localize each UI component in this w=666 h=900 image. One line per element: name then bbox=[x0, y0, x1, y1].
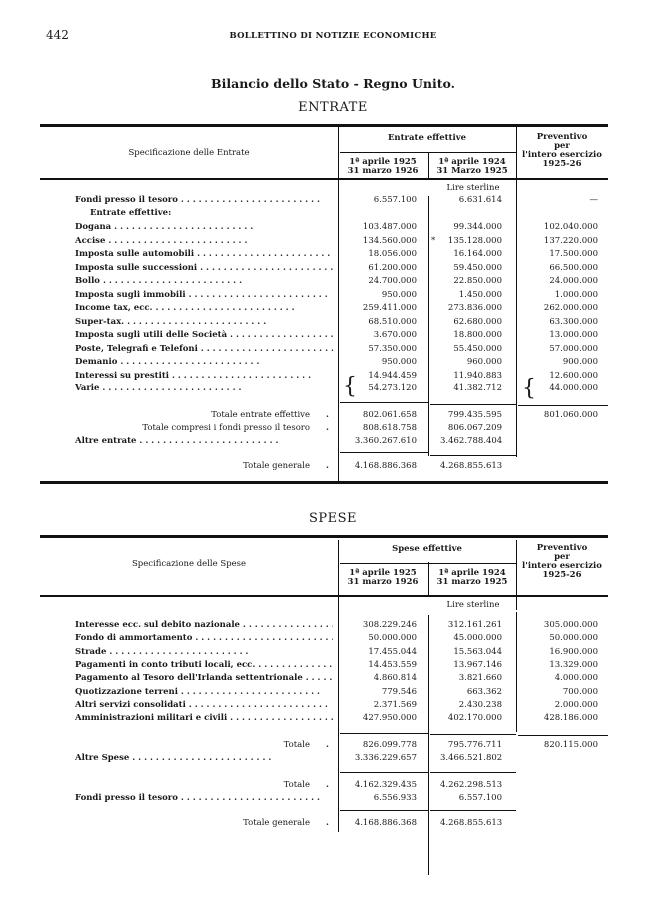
horizontal-rule bbox=[430, 404, 516, 405]
column-header-preventivo-line: Preventivo bbox=[536, 132, 588, 142]
unit-label: Lire sterline bbox=[446, 183, 500, 193]
value-current-period: 802.061.658 bbox=[362, 410, 417, 420]
value-previous-period: 2.430.238 bbox=[458, 699, 502, 710]
column-header-group: Spese effettive bbox=[392, 544, 462, 554]
row-label: Totale generale bbox=[243, 818, 310, 828]
value-preventivo: 137.220.000 bbox=[543, 235, 598, 246]
value-preventivo: 44.000.000 bbox=[549, 383, 598, 393]
value-current-period: 259.411.000 bbox=[362, 303, 417, 313]
value-preventivo: 13.329.000 bbox=[549, 659, 598, 670]
grand-total-row bbox=[0, 817, 666, 830]
table-row bbox=[0, 289, 666, 302]
row-label: Amministrazioni militari e civili . . bbox=[75, 712, 333, 725]
table-row bbox=[0, 792, 666, 805]
value-current-period: 50.000.000 bbox=[368, 633, 417, 644]
table-row bbox=[0, 712, 666, 725]
row-label: Fondi presso il tesoro . . bbox=[75, 792, 333, 805]
value-preventivo: 820.115.000 bbox=[543, 740, 598, 750]
value-current-period: 4.168.886.368 bbox=[354, 818, 417, 828]
row-label: Imposta sulle successioni . . bbox=[75, 262, 333, 275]
horizontal-rule bbox=[340, 452, 428, 453]
unit-label: Lire sterline bbox=[446, 600, 500, 610]
value-preventivo: 801.060.000 bbox=[543, 410, 598, 420]
table-row bbox=[0, 356, 666, 369]
horizontal-rule bbox=[340, 402, 428, 403]
vertical-rule bbox=[428, 152, 429, 178]
vertical-rule bbox=[516, 540, 517, 610]
value-current-period: 61.200.000 bbox=[368, 262, 417, 273]
value-previous-period: 135.128.000 bbox=[447, 235, 502, 246]
value-previous-period: 3.466.521.802 bbox=[440, 753, 503, 763]
value-current-period: 826.099.778 bbox=[362, 740, 417, 750]
column-header-period-1-line: 1ª aprile 1925 bbox=[349, 568, 417, 578]
value-preventivo: 2.000.000 bbox=[554, 699, 598, 710]
entrate-section-title: ENTRATE bbox=[298, 100, 368, 115]
row-label: Quotizzazione terreni . . bbox=[75, 686, 333, 699]
subheading-label: Entrate effettive: bbox=[90, 208, 172, 218]
value-preventivo: 24.000.000 bbox=[549, 276, 598, 286]
row-label: Interessi su prestiti . . bbox=[75, 370, 333, 383]
value-current-period: 6.556.933 bbox=[373, 793, 417, 803]
column-header-preventivo-line: l'intero esercizio bbox=[522, 150, 602, 160]
value-previous-period: 99.344.000 bbox=[453, 222, 502, 232]
table-row bbox=[0, 329, 666, 342]
column-header-preventivo-line: Preventivo bbox=[536, 543, 588, 553]
row-label: Poste, Telegrafi e Telefoni . . bbox=[75, 343, 333, 356]
value-preventivo: 1.000.000 bbox=[554, 289, 598, 300]
row-label: Fondi presso il tesoro . . bbox=[75, 194, 333, 207]
horizontal-rule bbox=[340, 810, 428, 811]
row-label: Strade . . bbox=[75, 646, 333, 659]
value-previous-period: 960.000 bbox=[466, 357, 502, 367]
value-previous-period: 402.170.000 bbox=[447, 713, 502, 724]
dot-leader: . bbox=[326, 740, 329, 750]
value-previous-period: 1.450.000 bbox=[458, 289, 502, 300]
value-current-period: 308.229.246 bbox=[362, 620, 417, 630]
row-label: Fondo di ammortamento . . bbox=[75, 632, 333, 645]
row-label: Imposta sulle automobili . . bbox=[75, 248, 333, 261]
dot-leader: . bbox=[326, 461, 329, 471]
value-preventivo: 50.000.000 bbox=[549, 633, 598, 644]
value-preventivo: 13.000.000 bbox=[549, 330, 598, 340]
value-previous-period: 663.362 bbox=[466, 686, 502, 697]
value-previous-period: 4.262.298.513 bbox=[440, 780, 503, 790]
value-current-period: 6.557.100 bbox=[373, 195, 417, 205]
value-current-period: 24.700.000 bbox=[368, 276, 417, 286]
dot-leader: . bbox=[326, 423, 329, 433]
value-previous-period: 16.164.000 bbox=[453, 249, 502, 259]
value-preventivo: 900.000 bbox=[562, 357, 598, 367]
horizontal-rule bbox=[40, 124, 608, 127]
table-row bbox=[0, 619, 666, 632]
row-label: Totale compresi i fondi presso il tesoro bbox=[142, 423, 310, 433]
value-previous-period: 41.382.712 bbox=[453, 383, 502, 393]
footnote-mark: * bbox=[431, 235, 436, 246]
value-previous-period: 4.268.855.613 bbox=[440, 461, 503, 471]
row-label: Imposta sugli immobili . . bbox=[75, 289, 333, 302]
row-label: Altre entrate . . bbox=[75, 435, 333, 448]
row-label: Income tax, ecc. . . bbox=[75, 302, 333, 315]
value-current-period: 134.560.000 bbox=[362, 235, 417, 246]
value-previous-period: 795.776.711 bbox=[447, 740, 502, 750]
value-current-period: 4.168.886.368 bbox=[354, 461, 417, 471]
horizontal-rule bbox=[40, 481, 608, 484]
value-previous-period: 18.800.000 bbox=[453, 330, 502, 340]
value-previous-period: 62.680.000 bbox=[453, 316, 502, 327]
total-row bbox=[0, 422, 666, 435]
column-header-period-1-line: 31 marzo 1926 bbox=[347, 166, 419, 176]
total-row bbox=[0, 739, 666, 752]
table-row bbox=[0, 343, 666, 356]
dot-leader: . bbox=[326, 410, 329, 420]
value-previous-period: 4.268.855.613 bbox=[440, 818, 503, 828]
row-label: Super-tax. . . bbox=[75, 316, 333, 329]
table-row bbox=[0, 435, 666, 448]
value-current-period: 103.487.000 bbox=[362, 222, 417, 232]
horizontal-rule bbox=[340, 733, 428, 734]
value-current-period: 779.546 bbox=[381, 686, 417, 697]
value-previous-period: 55.450.000 bbox=[453, 343, 502, 354]
value-previous-period: 799.435.595 bbox=[447, 410, 502, 420]
running-title: BOLLETTINO DI NOTIZIE ECONOMICHE bbox=[229, 31, 437, 41]
value-previous-period: 22.850.000 bbox=[453, 276, 502, 286]
value-preventivo: 17.500.000 bbox=[549, 249, 598, 259]
column-header-specification: Specificazione delle Spese bbox=[131, 559, 247, 569]
value-preventivo: 305.000.000 bbox=[543, 620, 598, 630]
table-row bbox=[0, 316, 666, 329]
row-label: Demanio . . bbox=[75, 356, 333, 369]
column-header-period-2-line: 1ª aprile 1924 bbox=[438, 157, 506, 167]
value-preventivo: 428.186.000 bbox=[543, 713, 598, 724]
row-label: Interesse ecc. sul debito nazionale . . bbox=[75, 619, 333, 632]
value-preventivo: 12.600.000 bbox=[549, 370, 598, 381]
row-label: Altre Spese . . bbox=[75, 752, 333, 765]
row-label: Altri servizi consolidati . . bbox=[75, 699, 333, 712]
value-previous-period: 6.557.100 bbox=[458, 793, 502, 803]
value-previous-period: 273.836.000 bbox=[447, 303, 502, 313]
row-label: Imposta sugli utili delle Società . . bbox=[75, 329, 333, 342]
grand-total-row bbox=[0, 460, 666, 473]
left-brace-icon: { bbox=[343, 374, 357, 399]
table-row bbox=[0, 752, 666, 765]
dot-leader: . bbox=[326, 780, 329, 790]
table-row bbox=[0, 699, 666, 712]
value-previous-period: 13.967.146 bbox=[453, 659, 502, 670]
value-current-period: 54.273.120 bbox=[368, 383, 417, 393]
value-current-period: 14.944.459 bbox=[368, 370, 417, 381]
table-row bbox=[0, 248, 666, 261]
table-row bbox=[0, 221, 666, 234]
horizontal-rule bbox=[430, 734, 516, 735]
table-row bbox=[0, 686, 666, 699]
value-current-period: 68.510.000 bbox=[368, 316, 417, 327]
table-row bbox=[0, 262, 666, 275]
value-preventivo: 63.300.000 bbox=[549, 316, 598, 327]
value-current-period: 18.056.000 bbox=[368, 249, 417, 259]
horizontal-rule bbox=[430, 810, 516, 811]
horizontal-rule bbox=[430, 772, 516, 773]
horizontal-rule bbox=[430, 455, 516, 456]
horizontal-rule bbox=[40, 595, 608, 597]
column-header-specification: Specificazione delle Entrate bbox=[128, 148, 250, 158]
value-previous-period: 59.450.000 bbox=[453, 262, 502, 273]
column-header-group: Entrate effettive bbox=[387, 133, 467, 143]
row-label: Pagamento al Tesoro dell'Irlanda settentrionale . . bbox=[75, 672, 333, 685]
column-header-preventivo-line: per bbox=[554, 141, 570, 151]
table-row bbox=[0, 672, 666, 685]
document-title: Bilancio dello Stato - Regno Unito. bbox=[211, 76, 455, 91]
row-label: Dogana . . bbox=[75, 221, 333, 234]
row-label: Totale generale bbox=[243, 461, 310, 471]
column-header-period-1-line: 31 marzo 1926 bbox=[347, 577, 419, 587]
value-preventivo: — bbox=[589, 195, 598, 205]
value-previous-period: 6.631.614 bbox=[458, 195, 502, 205]
value-current-period: 950.000 bbox=[381, 289, 417, 300]
value-current-period: 57.350.000 bbox=[368, 343, 417, 354]
horizontal-rule bbox=[40, 535, 608, 538]
table-row bbox=[0, 235, 666, 248]
value-previous-period: 806.067.209 bbox=[447, 423, 502, 433]
value-current-period: 14.453.559 bbox=[368, 659, 417, 670]
column-header-period-2-line: 31 marzo 1925 bbox=[436, 577, 508, 587]
value-preventivo: 102.040.000 bbox=[543, 222, 598, 232]
value-preventivo: 16.900.000 bbox=[549, 646, 598, 657]
table-row bbox=[0, 302, 666, 315]
table-row bbox=[0, 370, 666, 383]
value-previous-period: 312.161.261 bbox=[447, 620, 502, 630]
value-preventivo: 262.000.000 bbox=[543, 303, 598, 313]
value-preventivo: 66.500.000 bbox=[549, 262, 598, 273]
row-label: Pagamenti in conto tributi locali, ecc. . . bbox=[75, 659, 333, 672]
value-current-period: 808.618.758 bbox=[362, 423, 417, 433]
horizontal-rule bbox=[518, 735, 608, 736]
row-label: Totale entrate effettive bbox=[211, 410, 310, 420]
column-header-preventivo-line: 1925-26 bbox=[542, 570, 582, 580]
total-row bbox=[0, 779, 666, 792]
value-current-period: 3.670.000 bbox=[373, 330, 417, 340]
table-row bbox=[0, 275, 666, 288]
column-header-preventivo-line: 1925-26 bbox=[542, 159, 582, 169]
table-row bbox=[0, 659, 666, 672]
value-current-period: 2.371.569 bbox=[373, 699, 417, 710]
value-previous-period: 15.563.044 bbox=[453, 646, 502, 657]
value-previous-period: 3.462.788.404 bbox=[440, 436, 503, 446]
table-row bbox=[0, 646, 666, 659]
dot-leader: . bbox=[326, 818, 329, 828]
horizontal-rule bbox=[518, 405, 608, 406]
total-row bbox=[0, 409, 666, 422]
value-preventivo: 700.000 bbox=[562, 686, 598, 697]
column-header-period-2-line: 1ª aprile 1924 bbox=[438, 568, 506, 578]
row-label: Varie . . bbox=[75, 382, 333, 395]
left-brace-icon: { bbox=[522, 376, 536, 401]
column-header-preventivo-line: per bbox=[554, 552, 570, 562]
value-current-period: 3.336.229.657 bbox=[354, 753, 417, 763]
value-current-period: 4.860.814 bbox=[373, 673, 417, 684]
value-previous-period: 45.000.000 bbox=[453, 633, 502, 644]
value-preventivo: 4.000.000 bbox=[554, 673, 598, 684]
subheading bbox=[0, 207, 666, 220]
value-previous-period: 3.821.660 bbox=[458, 673, 502, 684]
value-current-period: 17.455.044 bbox=[368, 646, 417, 657]
column-header-preventivo-line: l'intero esercizio bbox=[522, 561, 602, 571]
value-current-period: 950.000 bbox=[381, 357, 417, 367]
row-label: Bollo . . bbox=[75, 275, 333, 288]
vertical-rule bbox=[428, 562, 429, 595]
value-preventivo: 57.000.000 bbox=[549, 343, 598, 354]
value-current-period: 4.162.329.435 bbox=[354, 780, 417, 790]
column-header-period-2-line: 31 Marzo 1925 bbox=[436, 166, 508, 176]
table-row bbox=[0, 632, 666, 645]
value-current-period: 427.950.000 bbox=[362, 713, 417, 724]
spese-section-title: SPESE bbox=[308, 511, 358, 526]
row-label: Totale bbox=[283, 780, 310, 790]
row-label: Accise . . bbox=[75, 235, 333, 248]
horizontal-rule bbox=[340, 772, 428, 773]
column-header-period-1-line: 1ª aprile 1925 bbox=[349, 157, 417, 167]
page-number: 442 bbox=[46, 28, 69, 42]
row-label: Totale bbox=[283, 740, 310, 750]
value-previous-period: 11.940.883 bbox=[453, 370, 502, 381]
table-row bbox=[0, 194, 666, 207]
value-current-period: 3.360.267.610 bbox=[354, 436, 417, 446]
horizontal-rule bbox=[40, 178, 608, 180]
